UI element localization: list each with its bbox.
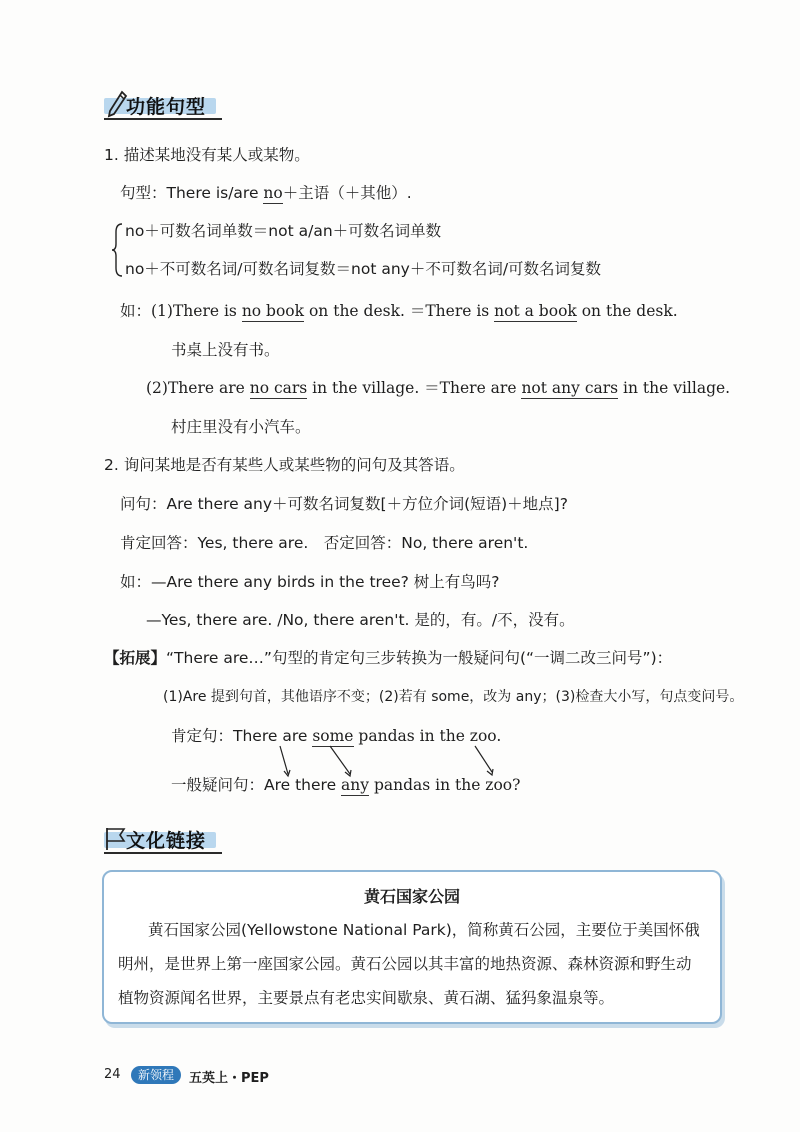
- pen-icon: [106, 90, 128, 118]
- conversion-steps: (1)Are 提到句首，其他语序不变；(2)若有 some，改为 any；(3)检查大小写，句点变问号。: [163, 689, 744, 705]
- item1-title: 1. 描述某地没有某人或某物。: [104, 146, 310, 164]
- culture-line-2: 明州，是世界上第一座国家公园。黄石公园以其丰富的地热资源、森林资源和野生动: [118, 955, 692, 973]
- brand-badge: 新领程: [131, 1066, 181, 1084]
- brace-icon: [112, 222, 124, 278]
- brace-line-1: no＋可数名词单数＝not a/an＋可数名词单数: [125, 222, 442, 240]
- culture-line-1: 黄石国家公园(Yellowstone National Park)，简称黄石公园，主要位于美国怀俄: [148, 921, 700, 939]
- culture-box-title: 黄石国家公园: [363, 887, 460, 906]
- page-number: 24: [104, 1067, 121, 1082]
- section-heading-function-sentences: [104, 92, 222, 118]
- example-1: 如：(1)There is no book on the desk. ＝There is not a book on the desk.: [120, 302, 678, 320]
- culture-line-3: 植物资源闻名世界，主要景点有老忠实间歇泉、黄石湖、猛犸象温泉等。: [118, 989, 615, 1007]
- item2-example-answer: —Yes, there are. /No, there aren't. 是的，有。/不，没有。: [146, 611, 575, 629]
- extend-label: 【拓展】: [104, 649, 167, 667]
- item2-example-question: 如：—Are there any birds in the tree? 树上有鸟吗?: [120, 573, 500, 591]
- extend-note: 【拓展】“There are…”句型的肯定句三步转换为一般疑问句(“一调二改三问号”)：: [104, 649, 673, 667]
- item1-pattern: 句型：There is/are no＋主语（＋其他）.: [120, 184, 412, 202]
- example-1-translation: 书桌上没有书。: [171, 341, 280, 359]
- flag-icon: [104, 826, 128, 852]
- brace-line-2: no＋不可数名词/可数名词复数＝not any＋不可数名词/可数名词复数: [125, 260, 602, 278]
- item2-answers: 肯定回答：Yes, there are. 否定回答：No, there aren't.: [120, 534, 529, 552]
- grade-label: 五英上・PEP: [189, 1071, 269, 1086]
- example-2-translation: 村庄里没有小汽车。: [171, 418, 311, 436]
- section-heading-culture-link: [104, 826, 222, 852]
- culture-box: [102, 870, 722, 1024]
- item2-question: 问句：Are there any＋可数名词复数[＋方位介词(短语)＋地点]?: [120, 495, 568, 513]
- question-sentence: 一般疑问句：Are there any pandas in the zoo?: [171, 776, 521, 794]
- item2-title: 2. 询问某地是否有某些人或某些物的问句及其答语。: [104, 456, 465, 474]
- example-2: (2)There are no cars in the village. ＝There are not any cars in the village.: [146, 379, 731, 397]
- section-heading-label: 文化链接: [126, 830, 207, 852]
- affirmative-sentence: 肯定句：There are some pandas in the zoo.: [171, 727, 502, 745]
- section-heading-label: 功能句型: [126, 96, 207, 118]
